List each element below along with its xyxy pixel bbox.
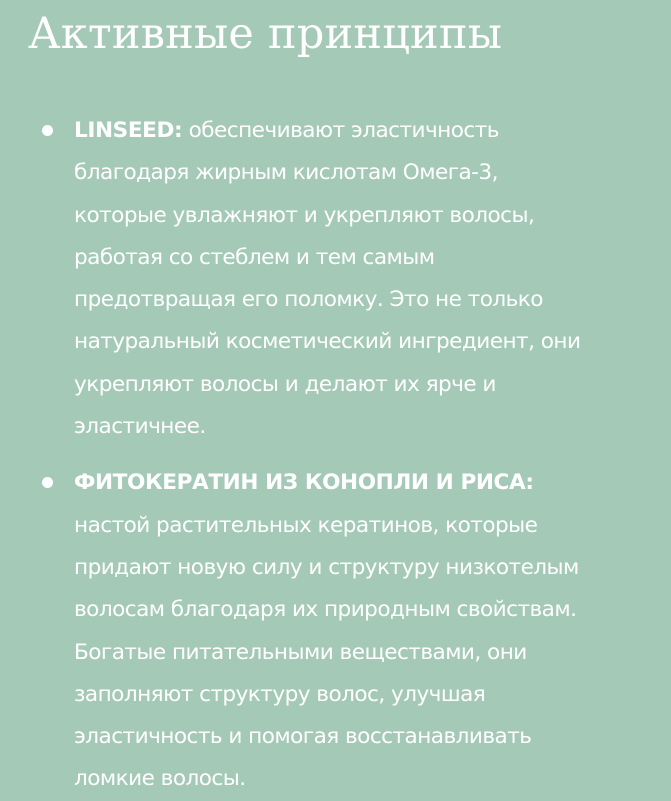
list-item-linseed xyxy=(0,110,671,448)
item-text-line: натуральный косметический ингредиент, они xyxy=(74,329,581,355)
item-first-line xyxy=(74,110,671,152)
item-text-line: благодаря жирным кислотам Омега-3, xyxy=(74,160,498,186)
item-text-line: укрепляют волосы и делают их ярче и xyxy=(74,371,496,397)
bullet-icon xyxy=(42,477,53,488)
ingredient-list xyxy=(0,110,671,801)
item-text-line: предотвращая его поломку. Это не только xyxy=(74,287,543,313)
item-text-line: придают новую силу и структуру низкотелым xyxy=(74,554,579,580)
item-text-line: работая со стеблем и тем самым xyxy=(74,244,435,270)
bullet-icon xyxy=(42,125,53,136)
item-label: LINSEED: xyxy=(74,118,183,143)
list-item-phytokeratin xyxy=(0,462,671,800)
item-text-line: эластичность и помогая восстанавливать xyxy=(74,724,532,750)
item-text: обеспечивают эластичность xyxy=(182,118,499,143)
page-title: Активные принципы xyxy=(28,9,503,59)
item-text-line: заполняют структуру волос, улучшая xyxy=(74,681,486,707)
item-text-line: Богатые питательными веществами, они xyxy=(74,639,527,665)
item-label: ФИТОКЕРАТИН ИЗ КОНОПЛИ И РИСА: xyxy=(74,470,534,496)
item-text-line: волосам благодаря их природным свойствам. xyxy=(74,597,577,623)
item-text-line: настой растительных кератинов, которые xyxy=(74,512,538,538)
item-text-line: эластичнее. xyxy=(74,414,206,440)
item-text-line: которые увлажняют и укрепляют волосы, xyxy=(74,202,535,228)
item-text-line: ломкие волосы. xyxy=(74,766,246,792)
